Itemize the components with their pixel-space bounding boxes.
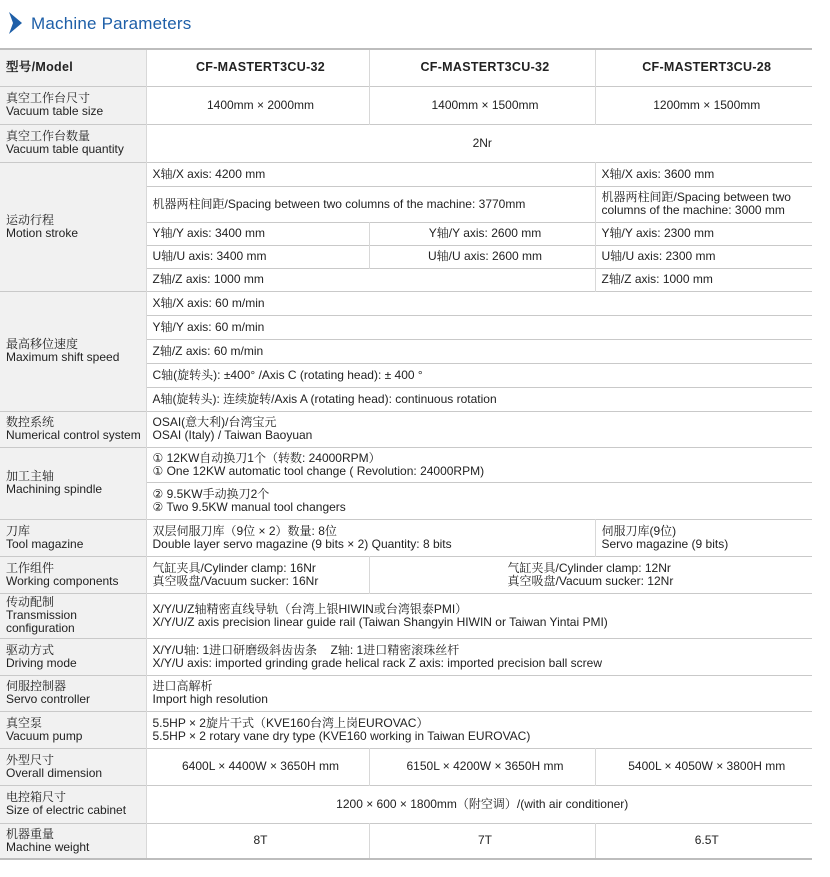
page-title: Machine Parameters <box>31 14 192 33</box>
row-label: 刀库 Tool magazine <box>0 519 146 556</box>
row-label: 加工主轴 Machining spindle <box>0 447 146 519</box>
table-row-vacuum-pump <box>0 711 812 748</box>
chevron-right-icon <box>9 12 22 34</box>
motion-spacing-3: 机器两柱间距/Spacing between two columns of the machine: 3000 mm <box>595 186 812 222</box>
weight-1: 8T <box>146 823 369 859</box>
table-size-2: 1400mm × 1500mm <box>369 86 595 124</box>
motion-y-1: Y轴/Y axis: 3400 mm <box>146 222 369 245</box>
row-label: 型号/Model <box>0 49 146 86</box>
table-size-3: 1200mm × 1500mm <box>595 86 812 124</box>
servo-value: 进口高解析 Import high resolution <box>146 675 812 711</box>
speed-line: X轴/X axis: 60 m/min <box>146 291 812 315</box>
table-row-working <box>0 556 812 593</box>
spindle-manual: ② 9.5KW手动换刀2个 ② Two 9.5KW manual tool changers <box>146 482 812 519</box>
row-label: 电控箱尺寸 Size of electric cabinet <box>0 785 146 823</box>
speed-line: Z轴/Z axis: 60 m/min <box>146 339 812 363</box>
row-label: 真空工作台尺寸 Vacuum table size <box>0 86 146 124</box>
motion-z-3: Z轴/Z axis: 1000 mm <box>595 268 812 291</box>
speed-line: A轴(旋转头): 连续旋转/Axis A (rotating head): continuous rotation <box>146 387 812 411</box>
table-row-cabinet <box>0 785 812 823</box>
row-label: 工作组件 Working components <box>0 556 146 593</box>
model-1: CF-MASTERT3CU-32 <box>146 49 369 86</box>
motion-u-3: U轴/U axis: 2300 mm <box>595 245 812 268</box>
driving-value: X/Y/U轴: 1进口研磨级斜齿齿条 Z轴: 1进口精密滚珠丝杆 X/Y/U axis: imported grinding grade helical rack Z axis: imported precision ball screw <box>146 638 812 675</box>
motion-y-2: Y轴/Y axis: 2600 mm <box>369 222 595 245</box>
motion-z-main: Z轴/Z axis: 1000 mm <box>146 268 595 291</box>
speed-line: C轴(旋转头): ±400° /Axis C (rotating head): ± 400 ° <box>146 363 812 387</box>
speed-line: Y轴/Y axis: 60 m/min <box>146 315 812 339</box>
motion-x-3: X轴/X axis: 3600 mm <box>595 162 812 186</box>
motion-y-3: Y轴/Y axis: 2300 mm <box>595 222 812 245</box>
table-row-motion-x <box>0 162 812 186</box>
magazine-main: 双层伺服刀库（9位 × 2）数量: 8位 Double layer servo magazine (9 bits × 2) Quantity: 8 bits <box>146 519 595 556</box>
row-label: 真空泵 Vacuum pump <box>0 711 146 748</box>
table-row-table-size <box>0 86 812 124</box>
row-label: 机器重量 Machine weight <box>0 823 146 859</box>
spec-table <box>0 48 812 860</box>
magazine-3: 伺服刀库(9位) Servo magazine (9 bits) <box>595 519 812 556</box>
working-right: 气缸夹具/Cylinder clamp: 12Nr 真空吸盘/Vacuum sucker: 12Nr <box>369 556 812 593</box>
table-size-1: 1400mm × 2000mm <box>146 86 369 124</box>
table-row-speed <box>0 291 812 315</box>
table-row-driving <box>0 638 812 675</box>
vacuum-pump-value: 5.5HP × 2旋片干式（KVE160台湾上岗EUROVAC） 5.5HP × 2 rotary vane dry type (KVE160 working in Taiwan EUROVAC) <box>146 711 812 748</box>
table-row-model <box>0 49 812 86</box>
cabinet-value: 1200 × 600 × 1800mm（附空调）/(with air conditioner) <box>146 785 812 823</box>
motion-x-main: X轴/X axis: 4200 mm <box>146 162 595 186</box>
weight-3: 6.5T <box>595 823 812 859</box>
row-label: 数控系统 Numerical control system <box>0 411 146 447</box>
section-header <box>0 0 830 48</box>
model-2: CF-MASTERT3CU-32 <box>369 49 595 86</box>
cnc-value: OSAI(意大利)/台湾宝元 OSAI (Italy) / Taiwan Baoyuan <box>146 411 812 447</box>
model-3: CF-MASTERT3CU-28 <box>595 49 812 86</box>
table-row-servo <box>0 675 812 711</box>
row-label: 外型尺寸 Overall dimension <box>0 748 146 785</box>
table-row-cnc <box>0 411 812 447</box>
row-label: 最高移位速度 Maximum shift speed <box>0 291 146 411</box>
weight-2: 7T <box>369 823 595 859</box>
working-left: 气缸夹具/Cylinder clamp: 16Nr 真空吸盘/Vacuum sucker: 16Nr <box>146 556 369 593</box>
dimension-3: 5400L × 4050W × 3800H mm <box>595 748 812 785</box>
motion-u-1: U轴/U axis: 3400 mm <box>146 245 369 268</box>
table-row-table-qty <box>0 124 812 162</box>
table-row-magazine <box>0 519 812 556</box>
row-label: 真空工作台数量 Vacuum table quantity <box>0 124 146 162</box>
row-label: 运动行程 Motion stroke <box>0 162 146 291</box>
row-label: 伺服控制器 Servo controller <box>0 675 146 711</box>
motion-u-2: U轴/U axis: 2600 mm <box>369 245 595 268</box>
dimension-1: 6400L × 4400W × 3650H mm <box>146 748 369 785</box>
row-label: 传动配制 Transmission configuration <box>0 593 146 638</box>
table-qty-value: 2Nr <box>146 124 812 162</box>
spindle-auto: ① 12KW自动换刀1个（转数: 24000RPM） ① One 12KW automatic tool change ( Revolution: 24000RPM) <box>146 447 812 482</box>
transmission-value: X/Y/U/Z轴精密直线导轨（台湾上银HIWIN或台湾银泰PMI） X/Y/U/Z axis precision linear guide rail (Taiwan Shangyin HIWIN or Taiwan Yintai PMI) <box>146 593 812 638</box>
dimension-2: 6150L × 4200W × 3650H mm <box>369 748 595 785</box>
table-row-transmission <box>0 593 812 638</box>
table-row-dimension <box>0 748 812 785</box>
table-row-spindle <box>0 447 812 482</box>
motion-spacing-main: 机器两柱间距/Spacing between two columns of the machine: 3770mm <box>146 186 595 222</box>
table-row-weight <box>0 823 812 859</box>
row-label: 驱动方式 Driving mode <box>0 638 146 675</box>
